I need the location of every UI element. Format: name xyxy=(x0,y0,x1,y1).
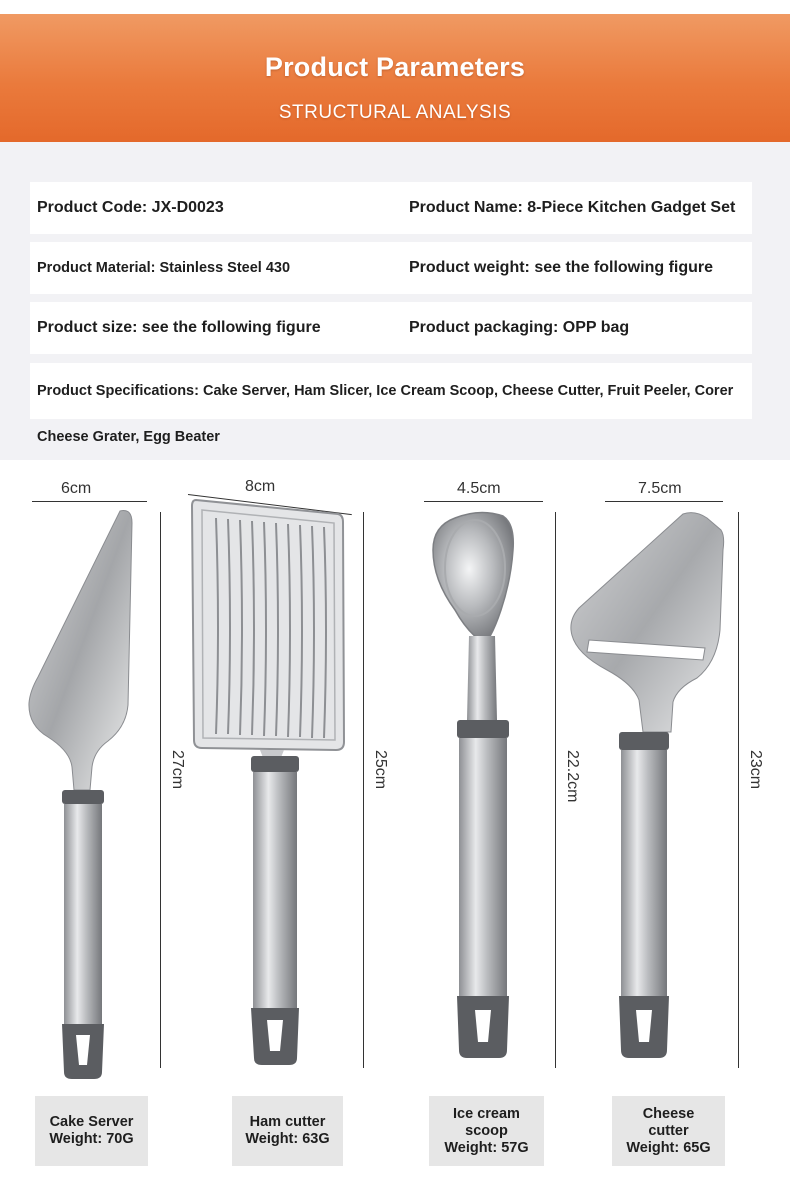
product-size: Product size: see the following figure xyxy=(37,319,321,336)
label-ice-cream-scoop-line-3: Weight: 57G xyxy=(444,1139,529,1156)
product-name: Product Name: 8-Piece Kitchen Gadget Set xyxy=(409,199,736,216)
ham-cutter-grip-ring xyxy=(251,756,299,772)
length-label-cheese-cutter: 23cm xyxy=(747,750,764,790)
label-cheese-cutter-line-3: Weight: 65G xyxy=(626,1139,711,1156)
ham-cutter-image xyxy=(188,498,348,1073)
ice-cream-scoop-grip-ring xyxy=(457,720,509,738)
param-row-1 xyxy=(30,182,752,234)
products-stage xyxy=(0,460,790,1177)
length-line-cake-server xyxy=(160,512,161,1068)
label-cake-server xyxy=(35,1096,148,1166)
width-label-ice-cream-scoop: 4.5cm xyxy=(457,480,501,497)
page-subtitle: STRUCTURAL ANALYSIS xyxy=(278,102,512,123)
product-packaging: Product packaging: OPP bag xyxy=(409,319,630,336)
width-line-cake-server xyxy=(32,501,147,502)
width-line-cheese-cutter xyxy=(605,501,723,502)
length-line-ham-cutter xyxy=(363,512,364,1068)
label-ham-cutter xyxy=(232,1096,343,1166)
width-line-ice-cream-scoop xyxy=(424,501,543,502)
label-cheese-cutter-line-2: cutter xyxy=(648,1122,689,1139)
product-specifications-cont: Cheese Grater, Egg Beater xyxy=(37,429,220,445)
product-weight: Product weight: see the following figure xyxy=(409,259,714,276)
length-label-ice-cream-scoop: 22.2cm xyxy=(564,750,581,803)
ice-cream-scoop-image xyxy=(425,510,550,1070)
length-line-cheese-cutter xyxy=(738,512,739,1068)
label-ham-cutter-line-2: Weight: 63G xyxy=(245,1131,330,1147)
label-cake-server-line-1: Cake Server xyxy=(49,1114,134,1130)
label-cheese-cutter xyxy=(612,1096,725,1166)
cheese-cutter-grip-ring xyxy=(619,732,669,750)
param-row-4 xyxy=(30,363,752,419)
length-line-ice-cream-scoop xyxy=(555,512,556,1068)
param-row-3 xyxy=(30,302,752,354)
page-title: Product Parameters xyxy=(264,52,526,82)
cake-server-grip-ring xyxy=(62,790,104,804)
label-ice-cream-scoop-line-1: Ice cream xyxy=(453,1105,520,1122)
cake-server-image xyxy=(20,505,145,1080)
param-row-2 xyxy=(30,242,752,294)
width-label-cheese-cutter: 7.5cm xyxy=(638,480,682,497)
label-cheese-cutter-line-1: Cheese xyxy=(642,1105,695,1122)
cheese-cutter-image xyxy=(565,510,730,1070)
product-material: Product Material: Stainless Steel 430 xyxy=(37,260,291,276)
label-ham-cutter-line-1: Ham cutter xyxy=(249,1114,326,1130)
parameters-panel xyxy=(0,142,790,460)
width-label-ham-cutter: 8cm xyxy=(245,478,276,495)
product-specifications: Product Specifications: Cake Server, Ham Slicer, Ice Cream Scoop, Cheese Cutter, Fruit Peeler, Corer xyxy=(37,383,734,399)
product-code: Product Code: JX-D0023 xyxy=(37,199,224,216)
length-label-ham-cutter: 25cm xyxy=(372,750,389,790)
label-ice-cream-scoop-line-2: scoop xyxy=(465,1122,508,1139)
label-ice-cream-scoop xyxy=(429,1096,544,1166)
width-label-cake-server: 6cm xyxy=(61,480,92,497)
length-label-cake-server: 27cm xyxy=(169,750,186,790)
label-cake-server-line-2: Weight: 70G xyxy=(49,1131,134,1147)
header-banner xyxy=(0,14,790,142)
